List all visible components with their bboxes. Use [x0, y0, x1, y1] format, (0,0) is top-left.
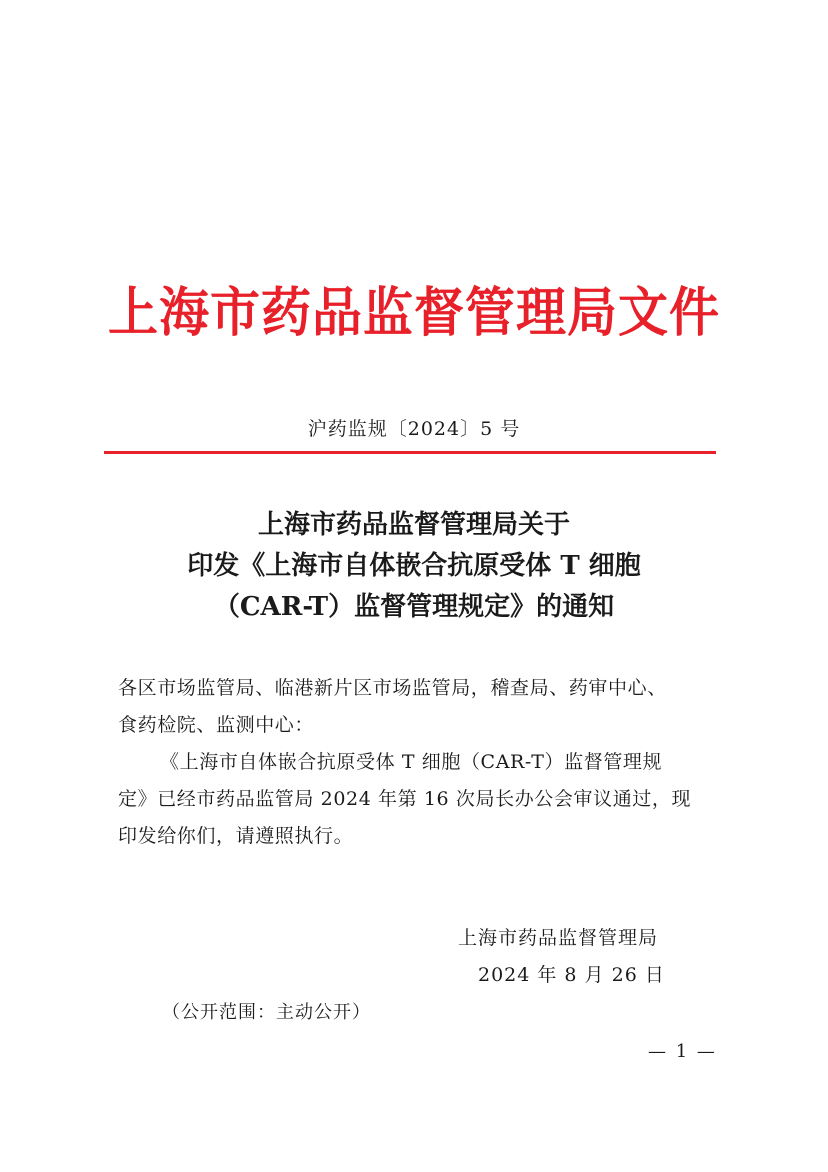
document-masthead: 上海市药品监督管理局文件 — [108, 280, 720, 343]
signature-organization: 上海市药品监督管理局 — [458, 927, 659, 949]
title-line: 上海市药品监督管理局关于 — [257, 510, 570, 540]
page-number: — 1 — — [648, 1041, 717, 1062]
title-line: 印发《上海市自体嵌合抗原受体 T 细胞 — [187, 551, 641, 581]
title-line: （CAR-T）监督管理规定》的通知 — [213, 592, 615, 622]
body-line: 《上海市自体嵌合抗原受体 T 细胞（CAR-T）监督管理规 — [160, 751, 663, 773]
body-line: 印发给你们，请遵照执行。 — [118, 825, 354, 847]
document-title — [0, 505, 828, 628]
recipients-line: 食药检院、监测中心： — [118, 714, 315, 736]
document-body — [118, 670, 738, 855]
recipients-line: 各区市场监管局、临港新片区市场监管局，稽查局、药审中心、 — [118, 677, 667, 699]
document-number: 沪药监规〔2024〕5 号 — [307, 418, 521, 440]
red-divider-line — [104, 451, 716, 454]
signature-date: 2024 年 8 月 26 日 — [478, 964, 665, 986]
body-line: 定》已经市药品监管局 2024 年第 16 次局长办公会审议通过，现 — [118, 788, 692, 810]
disclosure-scope: （公开范围：主动公开） — [162, 1002, 371, 1023]
